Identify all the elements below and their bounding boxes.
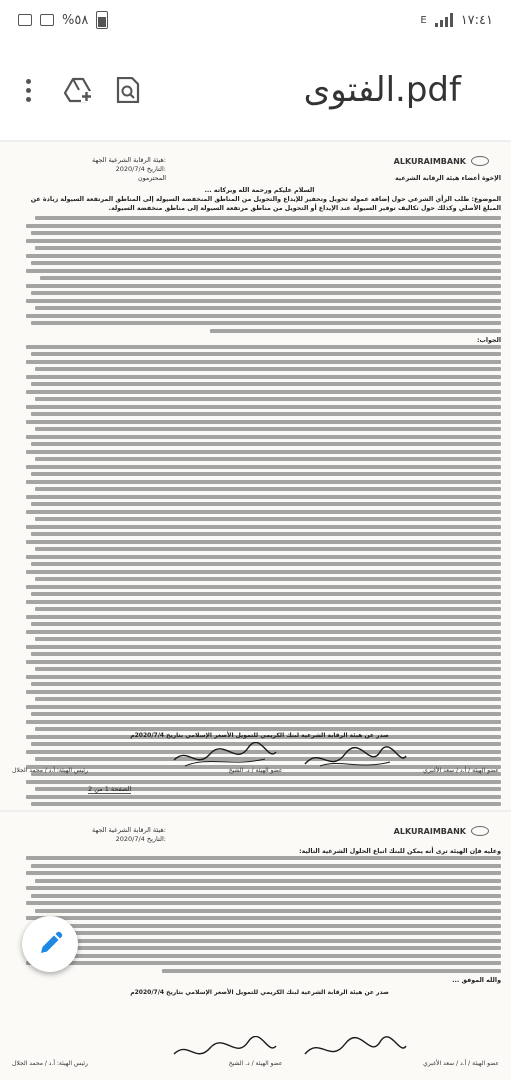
- document-meta: [92, 156, 166, 174]
- app-bar: [0, 40, 511, 140]
- meta-authority: هيئة الرقابة الشرعية: [108, 156, 164, 164]
- meta-date-2: 2020/7/4: [115, 835, 145, 843]
- subject: الموضوع: طلب الرأي الشرعي حول إضافة عمولة تحويل وتحفيز للإيداع والتحويل من المناطق المنخفضة السيولة إلى المناطق المرتفعة السيولة زيادة عن المبلغ الأصلي وكذلك حول تكاليف توفير السيولة عند الإيداع أو التحويل من مناطق مرتفعة السيولة إلى مناطق منخفضة السيولة.: [30, 196, 501, 212]
- status-right-group: [420, 13, 493, 28]
- meta-date-label: التاريخ:: [146, 165, 166, 173]
- meta-authority-2: هيئة الرقابة الشرعية: [108, 826, 164, 834]
- page2-intro: وعليه فإن الهيئة ترى أنه يمكن للبنك اتباع الحلول الشرعية التالية:: [299, 848, 501, 855]
- signature-label-1: عضو الهيئة / أ.د / سعد الأغبري: [423, 767, 499, 774]
- page2-closing: والله الموفق ...: [452, 976, 501, 984]
- document-title: الفتوى.pdf: [303, 70, 461, 110]
- bank-logo: [394, 156, 489, 166]
- document-meta-2: [92, 826, 166, 844]
- network-type: E: [420, 14, 427, 26]
- document-intro: [0, 174, 511, 213]
- meta-authority-label-2: الجهة:: [92, 826, 166, 834]
- bank-logo-icon: [471, 156, 489, 166]
- screenshot-icon: [40, 14, 54, 26]
- status-bar: [0, 0, 511, 40]
- clock: ١٧:٤١: [460, 12, 493, 28]
- bank-name: ALKURAIMBANK: [393, 156, 466, 166]
- battery-icon: [96, 11, 108, 29]
- search-doc-icon[interactable]: [110, 72, 146, 108]
- document-body-page2: [0, 856, 511, 973]
- chairman-label: رئيس الهيئة: أ.د / محمد الجلال: [12, 767, 88, 774]
- document-body-answer: [0, 345, 511, 811]
- page-number: الصفحة 1 من 2: [88, 785, 132, 793]
- signature-row: [12, 767, 499, 774]
- bank-logo-2: [394, 826, 489, 836]
- document-body-paragraph-1: [0, 216, 511, 333]
- document-header-2: [0, 812, 511, 844]
- signature-label-4: عضو الهيئة / د. الشيخ: [228, 1060, 283, 1067]
- status-left-group: [18, 11, 108, 29]
- addressee: الإخوة أعضاء هيئة الرقابة الشرعية: [394, 175, 501, 182]
- answer-heading: الجواب:: [476, 336, 501, 344]
- signal-icon: [435, 13, 453, 27]
- signature-row-2: [12, 1060, 499, 1067]
- edit-fab-button[interactable]: [22, 916, 78, 972]
- meta-authority-label: الجهة:: [92, 156, 166, 164]
- signature-label-3: عضو الهيئة / أ.د / سعد الأغبري: [423, 1060, 499, 1067]
- add-to-drive-icon[interactable]: [60, 72, 96, 108]
- pencil-icon: [37, 931, 63, 957]
- issued-line: صدر عن هيئة الرقابة الشرعية لبنك الكريمي للتمويل الأصغر الإسلامي بتاريخ 2020/7/4م: [130, 732, 389, 739]
- battery-percent: %٥٨: [62, 12, 89, 28]
- bank-logo-icon-2: [471, 826, 489, 836]
- meta-date-label-2: التاريخ:: [146, 835, 166, 843]
- pdf-page-1: [0, 142, 511, 810]
- signature-stamp-2: [170, 742, 280, 770]
- chairman-label-2: رئيس الهيئة: أ.د / محمد الجلال: [12, 1060, 88, 1067]
- bank-name-2: ALKURAIMBANK: [393, 826, 466, 836]
- notification-icon: [18, 14, 32, 26]
- signature-stamp-3: [300, 1034, 410, 1062]
- respected-label: المحترمون: [138, 175, 166, 182]
- signature-label-2: عضو الهيئة / د. الشيخ: [228, 767, 283, 774]
- document-header: [0, 142, 511, 174]
- meta-date: 2020/7/4: [115, 165, 145, 173]
- issued-line-2: صدر عن هيئة الرقابة الشرعية لبنك الكريمي للتمويل الأصغر الإسلامي بتاريخ 2020/7/4م: [130, 988, 389, 996]
- kebab-menu-icon[interactable]: [10, 72, 46, 108]
- greeting: السلام عليكم ورحمة الله وبركاته ...: [204, 187, 315, 194]
